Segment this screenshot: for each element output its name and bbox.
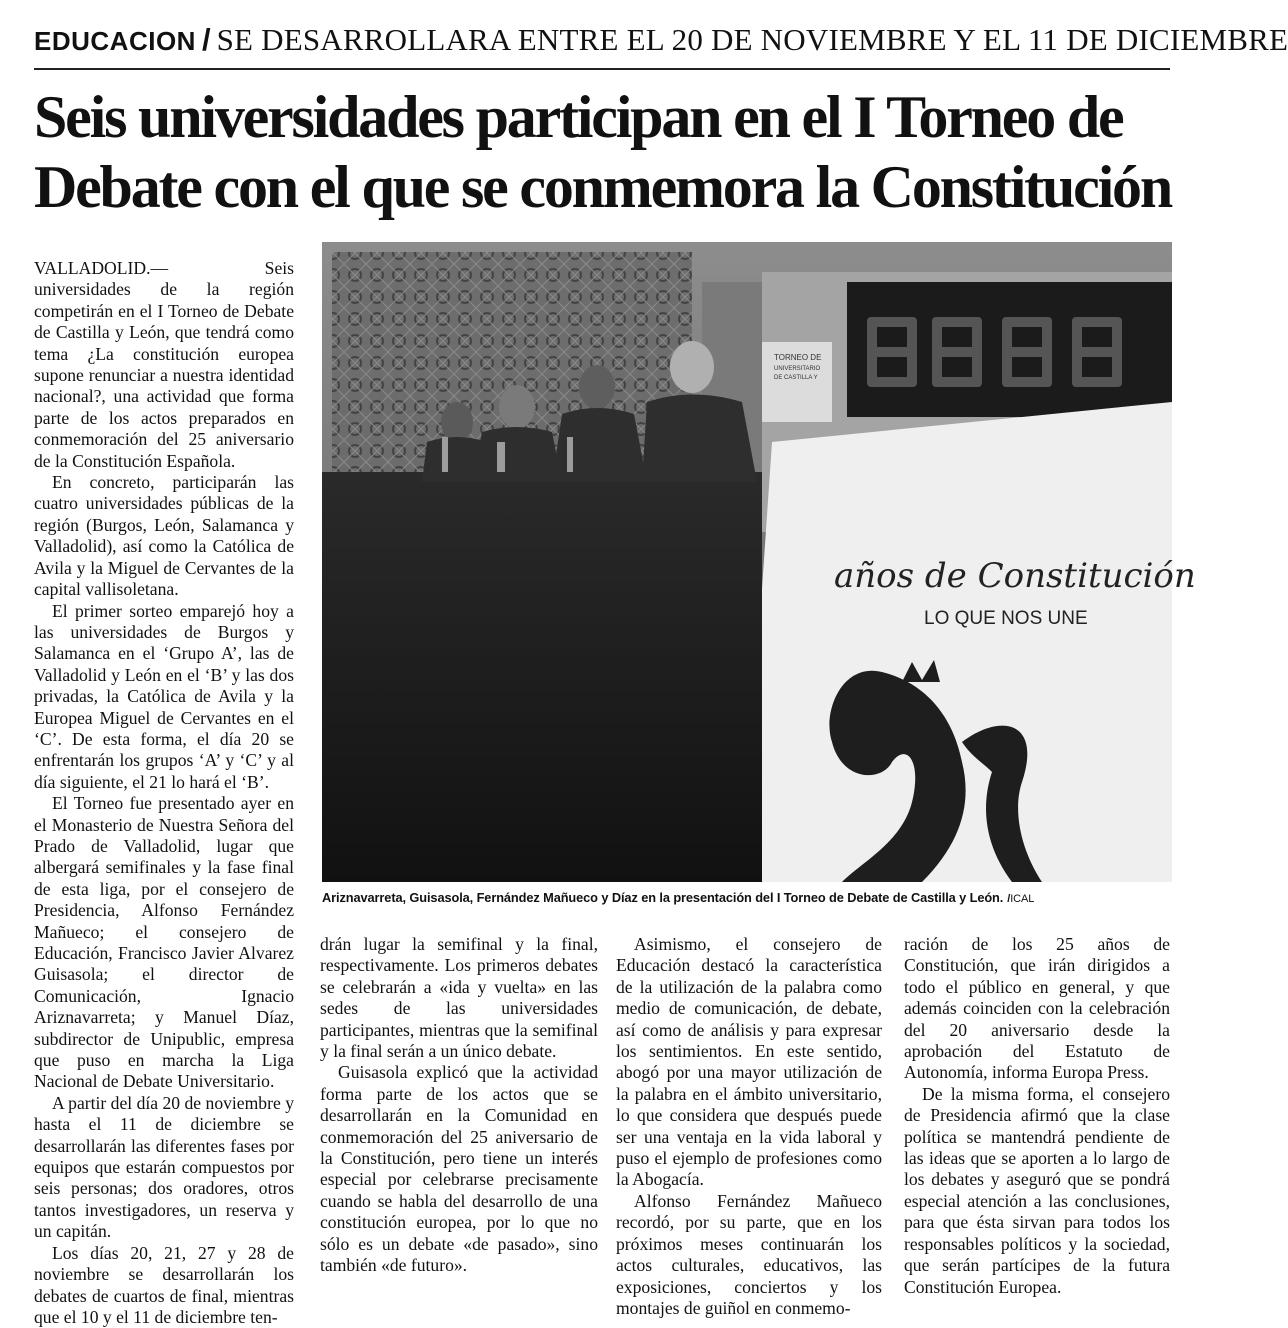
headline-line-1: Seis universidades participan en el I Torneo de bbox=[34, 84, 1123, 150]
sign-text-1: TORNEO DE bbox=[774, 353, 822, 362]
paragraph: Guisasola explicó que la actividad forma parte de los actos que se desarrollarán en la Comunidad en conmemoración del 25 aniversario de la Constitución, pero tiene un interés especial por celebrarse precisamente cuando se habla del desarrollo de una constitución europea, por lo que no sólo es un debate «de pasado», sino también «de futuro». bbox=[320, 1062, 598, 1276]
paragraph: En concreto, participarán las cuatro universidades públicas de la región (Burgos, León, Salamanca y Valladolid), así como la Católica de Avila y la Miguel de Cervantes de la capital vallisoletana. bbox=[34, 472, 294, 600]
paragraph: drán lugar la semifinal y la final, respectivamente. Los primeros debates se celebrarán a «ida y vuelta» en las sedes de las universidades participantes, mientras que la semifinal y la final serán a un único debate. bbox=[320, 934, 598, 1062]
paragraph: Alfonso Fernández Mañueco recordó, por su parte, que en los próximos meses continuarán los actos culturales, educativos, las exposiciones, conciertos y los montajes de guiñol en conmemo- bbox=[616, 1190, 882, 1318]
kicker-subtitle: SE DESARROLLARA ENTRE EL 20 DE NOVIEMBRE Y EL 11 DE DICIEMBRE bbox=[216, 22, 1288, 57]
photo-credit bbox=[1007, 893, 1034, 905]
paragraph: Asimismo, el consejero de Educación destacó la característica de la utilización de la palabra como medio de comunicación, de debate, así como de análisis y para expresar los sentimientos. En este sentido, abogó por una mayor utilización de la palabra en el ámbito universitario, lo que considera que después puede ser una ventaja en la vida laboral y puso el ejemplo de profesiones como la Abogacía. bbox=[616, 934, 882, 1190]
section-kicker bbox=[34, 20, 1288, 70]
paragraph: De la misma forma, el consejero de Presidencia afirmó que la clase política se mantendrá pendiente de las ideas que se aporten a lo largo de los debates y aseguró que se pondrá especial atención a las conclusiones, para que ésta sirvan para todos los responsables políticos y la sociedad, que serán partícipes de la futura Constitución Europea. bbox=[904, 1083, 1170, 1297]
credit-separator: / bbox=[1007, 893, 1011, 905]
sign-text-2: UNIVERSITARIO bbox=[774, 366, 821, 372]
kicker-separator: / bbox=[201, 22, 211, 57]
paragraph: El Torneo fue presentado ayer en el Monasterio de Nuestra Señora del Prado de Valladolid, lugar que albergará semifinales y la fase final de esta liga, por el consejero de Presidencia, Alfonso Fernández Mañueco; el consejero de Educación, Francisco Javier Alvarez Guisasola; el director de Comunicación, Ignacio Ariznavarreta; y Manuel Díaz, subdirector de Unipublic, empresa que puso en marcha la Liga Nacional de Debate Universitario. bbox=[34, 793, 294, 1092]
paragraph: VALLADOLID.— Seis universidades de la región competirán en el I Torneo de Debate de Castilla y León, que tendrá como tema ¿La constitución europea supone renunciar a nuestra identidad nacional?, una actividad que forma parte de los actos preparados en conmemoración del 25 aniversario de la Constitución Española. bbox=[34, 258, 294, 471]
paragraph: ración de los 25 años de Constitución, que irán dirigidos a todo el público en general, y que además coinciden con la celebración del 20 aniversario desde la aprobación del Estatuto de Autonomía, informa Europa Press. bbox=[904, 934, 1170, 1083]
photo-image bbox=[322, 242, 1196, 882]
body-column-1 bbox=[34, 258, 294, 1328]
section-label: EDUCACION bbox=[34, 26, 196, 56]
caption-text: Ariznavarreta, Guisasola, Fernández Mañueco y Díaz en la presentación del I Torneo de Debate de Castilla y León. bbox=[322, 890, 1004, 905]
banner-script-text: años de Constitución bbox=[834, 556, 1196, 596]
headline bbox=[34, 82, 1174, 222]
body-column-4 bbox=[904, 934, 1170, 1298]
body-column-2 bbox=[320, 934, 598, 1277]
headline-line-2: Debate con el que se conmemora la Constitución bbox=[34, 154, 1172, 220]
photo-caption bbox=[322, 890, 1172, 905]
body-column-3 bbox=[616, 934, 882, 1319]
conference-table bbox=[322, 472, 762, 882]
paragraph: El primer sorteo emparejó hoy a las universidades de Burgos y Salamanca en el ‘Grupo A’, las de Valladolid y León en el ‘B’ y las dos privadas, la Católica de Avila y la Europea Miguel de Cervantes en el ‘C’. De esta forma, el día 20 se enfrentarán los grupos ‘A’ y ‘C’ y al día siguiente, el 21 lo hará el ‘B’. bbox=[34, 600, 294, 792]
sign-text-3: DE CASTILLA Y bbox=[774, 375, 818, 381]
paragraph: Los días 20, 21, 27 y 28 de noviembre se desarrollarán los debates de cuartos de final, mientras que el 10 y el 11 de diciembre ten- bbox=[34, 1242, 294, 1327]
paragraph: A partir del día 20 de noviembre y hasta el 11 de diciembre se desarrollarán las diferentes fases por equipos que estarán compuestos por seis personas; dos oradores, otros tantos investigadores, un reserva y un capitán. bbox=[34, 1092, 294, 1242]
press-photo bbox=[322, 242, 1196, 882]
credit-agency: ICAL bbox=[1010, 893, 1035, 905]
banner-tagline: LO QUE NOS UNE bbox=[924, 608, 1088, 629]
